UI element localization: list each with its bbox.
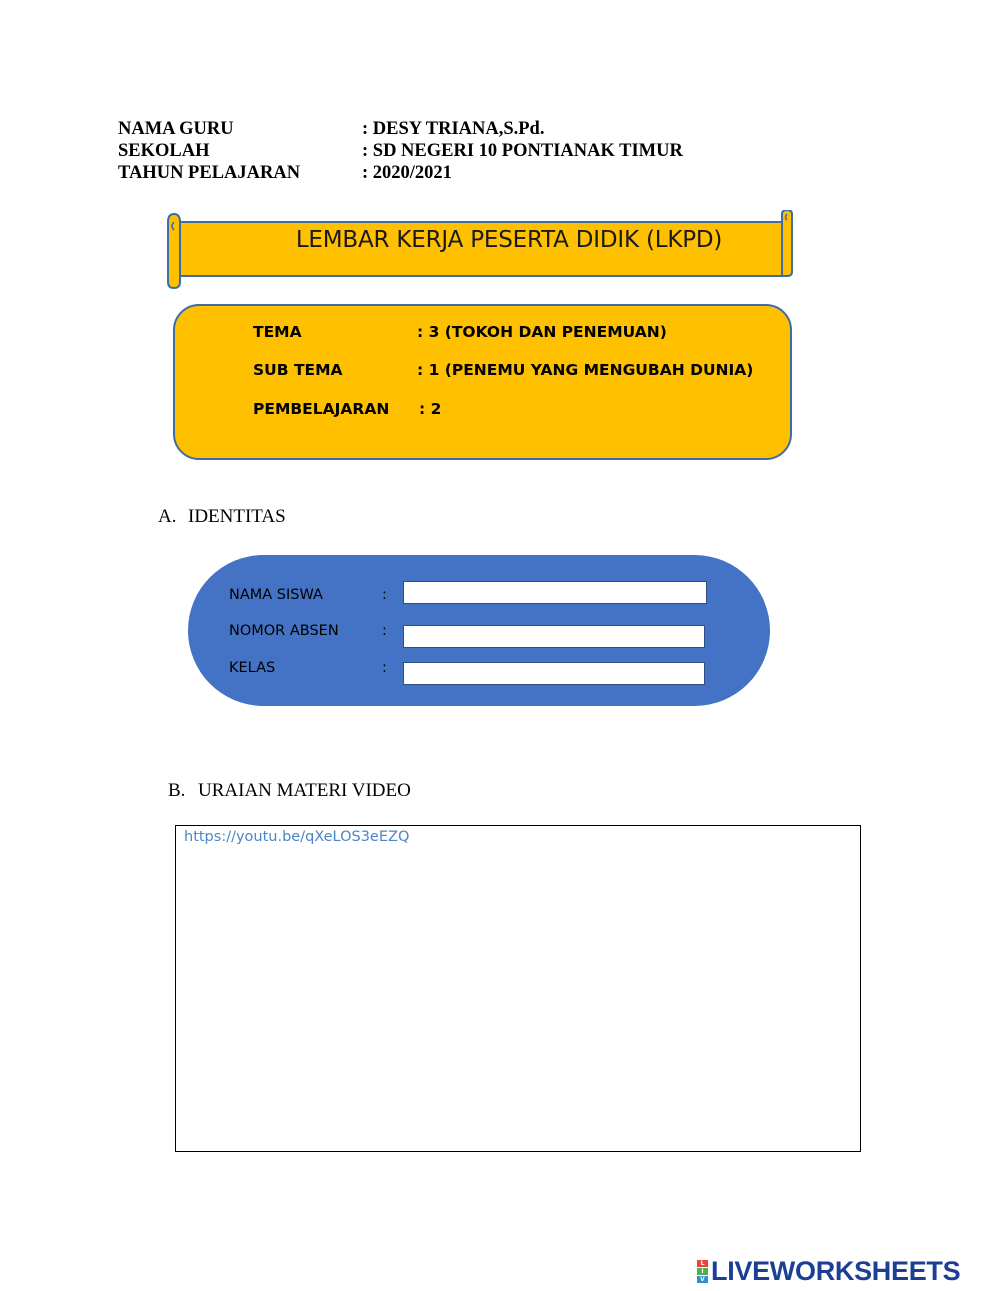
- header-row-school: [118, 140, 683, 162]
- header-label: TAHUN PELAJARAN: [118, 163, 301, 183]
- logo-mark-letter: L: [697, 1260, 708, 1267]
- logo-mark-icon: [697, 1260, 708, 1283]
- attendance-number-input[interactable]: [403, 625, 705, 648]
- video-link[interactable]: https://youtu.be/qXeLOS3eEZQ: [184, 829, 410, 845]
- title-banner: [164, 210, 796, 290]
- identity-form: [188, 555, 770, 706]
- logo-mark-letter: I: [697, 1268, 708, 1275]
- worksheet-title: LEMBAR KERJA PESERTA DIDIK (LKPD): [295, 227, 723, 253]
- section-marker: A.: [158, 506, 177, 527]
- theme-value: : 3 (TOKOH DAN PENEMUAN): [417, 323, 667, 341]
- teacher-header: [118, 118, 683, 184]
- header-value: : SD NEGERI 10 PONTIANAK TIMUR: [362, 141, 683, 161]
- lesson-label: PEMBELAJARAN: [253, 400, 390, 418]
- header-row-year: [118, 162, 683, 184]
- class-label: KELAS: [229, 660, 276, 676]
- attendance-number-label: NOMOR ABSEN: [229, 623, 339, 639]
- class-input[interactable]: [403, 662, 705, 685]
- subtheme-label: SUB TEMA: [253, 361, 343, 379]
- header-value: : DESY TRIANA,S.Pd.: [362, 119, 545, 139]
- liveworksheets-logo: [697, 1256, 960, 1287]
- section-label: IDENTITAS: [188, 506, 286, 527]
- header-row-teacher: [118, 118, 683, 140]
- header-value: : 2020/2021: [362, 163, 452, 183]
- section-label: URAIAN MATERI VIDEO: [198, 780, 411, 801]
- field-colon: :: [382, 587, 387, 603]
- video-material-box: [175, 825, 861, 1152]
- student-name-input[interactable]: [403, 581, 707, 604]
- lesson-row: [253, 400, 441, 418]
- section-identitas-title: [158, 506, 286, 528]
- field-colon: :: [382, 623, 387, 639]
- lesson-value: : 2: [419, 400, 442, 418]
- header-label: SEKOLAH: [118, 141, 210, 161]
- subtheme-value: : 1 (PENEMU YANG MENGUBAH DUNIA): [417, 361, 754, 379]
- logo-mark-letter: V: [697, 1276, 708, 1283]
- student-name-label: NAMA SISWA: [229, 587, 323, 603]
- theme-row: [253, 323, 667, 341]
- subtheme-row: [253, 361, 753, 379]
- logo-text: LIVEWORKSHEETS: [711, 1256, 961, 1286]
- theme-label: TEMA: [253, 323, 302, 341]
- field-colon: :: [382, 660, 387, 676]
- theme-info-box: [173, 304, 792, 460]
- section-marker: B.: [168, 780, 186, 801]
- header-label: NAMA GURU: [118, 119, 234, 139]
- section-video-title: [168, 780, 411, 802]
